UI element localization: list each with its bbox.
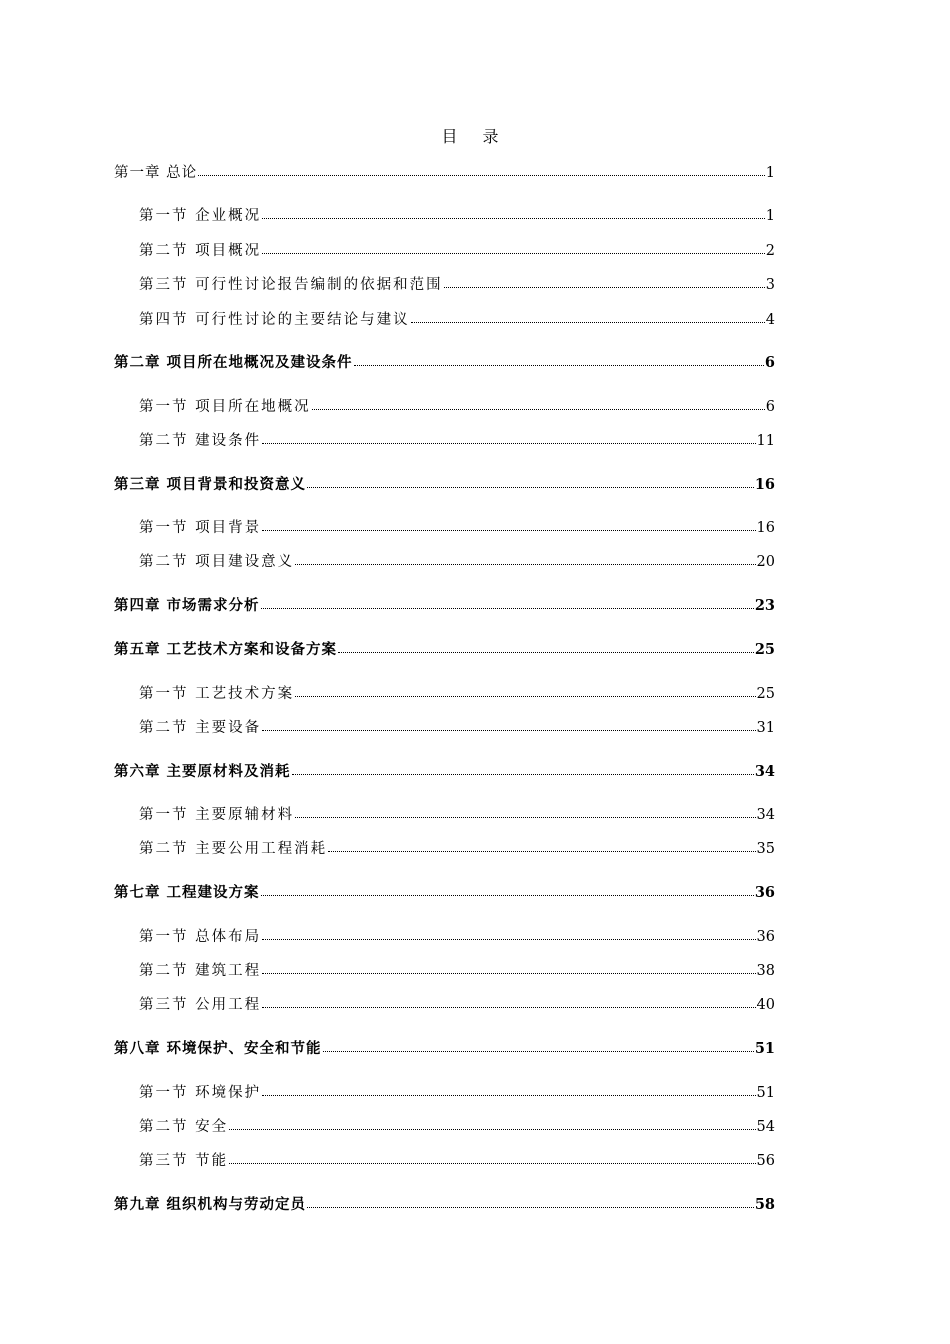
toc-page-number: 2 bbox=[765, 243, 775, 259]
toc-leader-dots bbox=[262, 1080, 755, 1096]
toc-page-number: 25 bbox=[754, 641, 775, 658]
toc-entry-label: 第一章 总论 bbox=[114, 165, 198, 181]
toc-leader-dots bbox=[323, 1036, 754, 1052]
toc-leader-dots bbox=[354, 350, 764, 366]
toc-leader-dots bbox=[338, 637, 754, 653]
toc-section-entry[interactable] bbox=[139, 1149, 775, 1169]
toc-entry-label: 第三节 可行性讨论报告编制的依据和范围 bbox=[139, 277, 443, 293]
toc-entry-label: 第三节 公用工程 bbox=[139, 997, 262, 1013]
toc-page-number: 51 bbox=[754, 1040, 775, 1057]
toc-entry-label: 第九章 组织机构与劳动定员 bbox=[114, 1196, 307, 1213]
toc-entry-label: 第二节 建设条件 bbox=[139, 433, 262, 449]
toc-leader-dots bbox=[328, 836, 755, 852]
toc-leader-dots bbox=[229, 1148, 755, 1164]
toc-entry-label: 第七章 工程建设方案 bbox=[114, 884, 260, 901]
toc-section-entry[interactable] bbox=[139, 516, 775, 536]
toc-section-entry[interactable] bbox=[139, 429, 775, 449]
toc-entry-label: 第四节 可行性讨论的主要结论与建议 bbox=[139, 312, 410, 328]
toc-page-number: 6 bbox=[765, 399, 775, 415]
toc-page-number: 34 bbox=[756, 807, 775, 823]
toc-section-entry[interactable] bbox=[139, 993, 775, 1013]
toc-chapter-entry[interactable] bbox=[114, 594, 775, 614]
toc-leader-dots bbox=[198, 160, 765, 176]
toc-title: 目 录 bbox=[441, 127, 509, 146]
toc-leader-dots bbox=[411, 307, 765, 323]
toc-leader-dots bbox=[262, 924, 755, 940]
toc-section-entry[interactable] bbox=[139, 239, 775, 259]
toc-page-number: 11 bbox=[756, 433, 775, 449]
toc-leader-dots bbox=[262, 238, 765, 254]
toc-entry-label: 第五章 工艺技术方案和设备方案 bbox=[114, 641, 338, 658]
toc-page-number: 58 bbox=[754, 1196, 775, 1213]
toc-entry-label: 第二节 项目建设意义 bbox=[139, 554, 295, 570]
toc-entry-label: 第八章 环境保护、安全和节能 bbox=[114, 1040, 322, 1057]
toc-entry-label: 第二节 建筑工程 bbox=[139, 963, 262, 979]
toc-section-entry[interactable] bbox=[139, 273, 775, 293]
toc-entry-label: 第一节 工艺技术方案 bbox=[139, 686, 295, 702]
toc-entry-label: 第一节 项目背景 bbox=[139, 520, 262, 536]
toc-page-number: 36 bbox=[756, 929, 775, 945]
toc-entry-label: 第一节 企业概况 bbox=[139, 208, 262, 224]
toc-page-number: 4 bbox=[765, 312, 775, 328]
toc-page-number: 56 bbox=[756, 1153, 775, 1169]
toc-leader-dots bbox=[307, 472, 754, 488]
toc-entry-label: 第三节 节能 bbox=[139, 1153, 229, 1169]
toc-section-entry[interactable] bbox=[139, 204, 775, 224]
toc-entry-label: 第一节 主要原辅材料 bbox=[139, 807, 295, 823]
toc-entry-label: 第二节 主要设备 bbox=[139, 720, 262, 736]
toc-chapter-entry[interactable] bbox=[114, 1037, 775, 1057]
toc-chapter-entry[interactable] bbox=[114, 638, 775, 658]
toc-chapter-entry[interactable] bbox=[114, 881, 775, 901]
toc-page-number: 1 bbox=[765, 208, 775, 224]
toc-entry-label: 第二节 安全 bbox=[139, 1119, 229, 1135]
toc-section-entry[interactable] bbox=[139, 682, 775, 702]
toc-section-entry[interactable] bbox=[139, 716, 775, 736]
toc-chapter-entry[interactable] bbox=[114, 760, 775, 780]
toc-page-number: 25 bbox=[756, 686, 775, 702]
toc-chapter-entry[interactable] bbox=[114, 1193, 775, 1213]
toc-section-entry[interactable] bbox=[139, 550, 775, 570]
toc-leader-dots bbox=[292, 759, 754, 775]
toc-leader-dots bbox=[262, 958, 755, 974]
toc-chapter-entry[interactable] bbox=[114, 473, 775, 493]
toc-leader-dots bbox=[262, 515, 755, 531]
toc-entry-label: 第一节 环境保护 bbox=[139, 1085, 262, 1101]
toc-section-entry[interactable] bbox=[139, 1115, 775, 1135]
toc-section-entry[interactable] bbox=[139, 308, 775, 328]
toc-entry-label: 第二节 项目概况 bbox=[139, 243, 262, 259]
toc-page-number: 23 bbox=[754, 597, 775, 614]
toc-leader-dots bbox=[261, 593, 754, 609]
toc-page-number: 20 bbox=[756, 554, 775, 570]
toc-page-number: 36 bbox=[754, 884, 775, 901]
toc-leader-dots bbox=[444, 272, 765, 288]
toc-page-number: 3 bbox=[765, 277, 775, 293]
toc-entry-label: 第一节 总体布局 bbox=[139, 929, 262, 945]
toc-page-number: 16 bbox=[756, 520, 775, 536]
toc-page-number: 35 bbox=[756, 841, 775, 857]
toc-page-number: 40 bbox=[756, 997, 775, 1013]
toc-leader-dots bbox=[262, 203, 765, 219]
toc-page-number: 16 bbox=[754, 476, 775, 493]
toc-leader-dots bbox=[295, 802, 755, 818]
toc-section-entry[interactable] bbox=[139, 1081, 775, 1101]
toc-page-number: 51 bbox=[756, 1085, 775, 1101]
toc-section-entry[interactable] bbox=[139, 959, 775, 979]
toc-leader-dots bbox=[229, 1114, 755, 1130]
toc-entry-label: 第二节 主要公用工程消耗 bbox=[139, 841, 328, 857]
toc-page-number: 31 bbox=[756, 720, 775, 736]
toc-chapter-entry[interactable] bbox=[114, 351, 775, 371]
toc-section-entry[interactable] bbox=[139, 837, 775, 857]
toc-page-number: 1 bbox=[765, 165, 775, 181]
toc-chapter-entry[interactable] bbox=[114, 161, 775, 181]
toc-leader-dots bbox=[261, 880, 754, 896]
toc-entry-label: 第三章 项目背景和投资意义 bbox=[114, 476, 307, 493]
toc-section-entry[interactable] bbox=[139, 925, 775, 945]
toc-entry-label: 第一节 项目所在地概况 bbox=[139, 399, 311, 415]
toc-leader-dots bbox=[262, 992, 755, 1008]
toc-leader-dots bbox=[312, 394, 765, 410]
toc-page-number: 34 bbox=[754, 763, 775, 780]
toc-page-number: 38 bbox=[756, 963, 775, 979]
toc-section-entry[interactable] bbox=[139, 395, 775, 415]
toc-entry-label: 第六章 主要原材料及消耗 bbox=[114, 763, 291, 780]
toc-page-number: 6 bbox=[764, 354, 775, 371]
toc-entry-label: 第二章 项目所在地概况及建设条件 bbox=[114, 354, 353, 371]
toc-leader-dots bbox=[307, 1192, 754, 1208]
toc-section-entry[interactable] bbox=[139, 803, 775, 823]
toc-leader-dots bbox=[295, 549, 755, 565]
toc-leader-dots bbox=[262, 715, 755, 731]
toc-leader-dots bbox=[262, 428, 755, 444]
toc-entry-label: 第四章 市场需求分析 bbox=[114, 597, 260, 614]
toc-leader-dots bbox=[295, 681, 755, 697]
toc-page-number: 54 bbox=[756, 1119, 775, 1135]
